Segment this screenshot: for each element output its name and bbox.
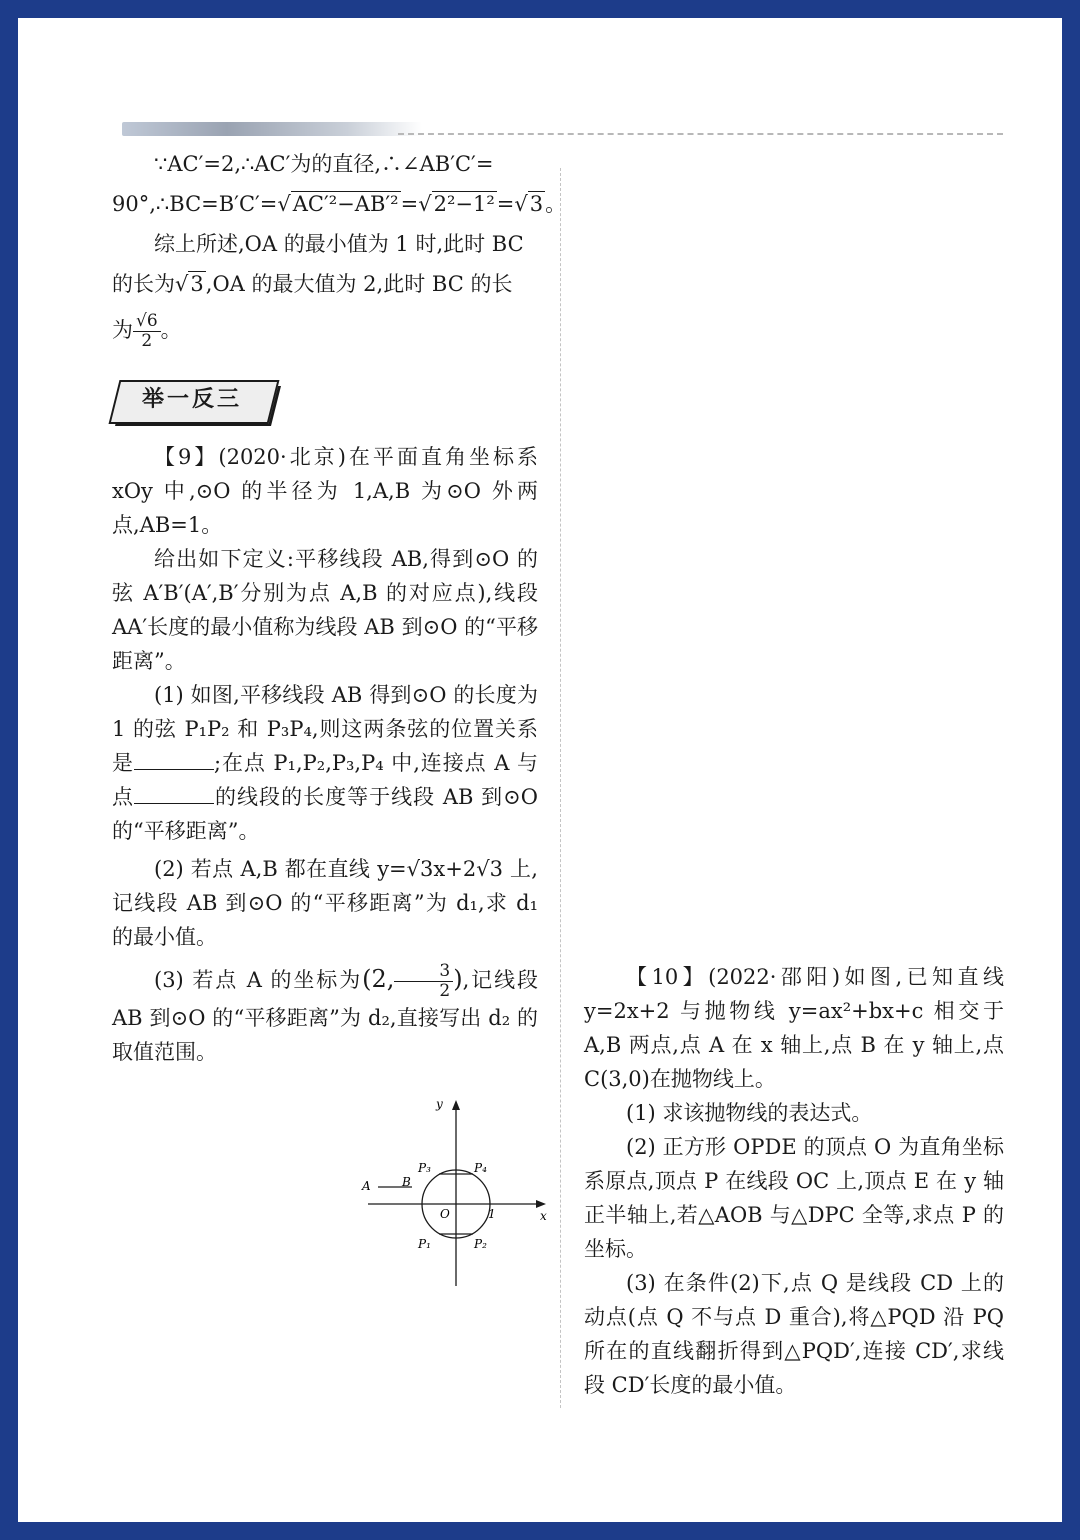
problem-10-question-3: (3) 在条件(2)下,点 Q 是线段 CD 上的动点(点 Q 不与点 D 重合),将△PQD 沿 PQ 所在的直线翻折得到△PQD′,连接 CD′,求线段 CD′长度的最小值。 xyxy=(584,1271,1004,1397)
period: 。 xyxy=(545,192,567,216)
sqrt-expression-2: 2²−1² xyxy=(433,192,495,216)
answer-blank-1 xyxy=(134,751,214,770)
summary-line-2 xyxy=(112,264,542,304)
point-p2-label: P₂ xyxy=(474,1237,487,1251)
summary-line-3-pre: 为 xyxy=(112,318,133,342)
x-axis-label: x xyxy=(540,1209,547,1223)
q3-coord-open: (2, xyxy=(362,965,395,993)
fraction-denominator: 2 xyxy=(141,331,153,351)
problem-9-question-1 xyxy=(112,678,538,848)
point-p3-label: P₃ xyxy=(418,1161,431,1175)
problem-9 xyxy=(112,440,538,1069)
point-p1-label: P₁ xyxy=(418,1237,431,1251)
sqrt-symbol-4: √ xyxy=(175,272,189,296)
solution-line-2-text: 90°,∴BC=B′C′= xyxy=(112,192,278,216)
problem-9-intro: 【9】(2020·北京)在平面直角坐标系 xOy 中,⊙O 的半径为 1,A,B 为⊙O 外两点,AB=1。 xyxy=(112,445,538,537)
sqrt-symbol-2: √ xyxy=(418,192,432,216)
fraction-3-numerator: 3 xyxy=(394,962,453,982)
unit-one-label: 1 xyxy=(488,1207,496,1221)
x-axis-arrow xyxy=(536,1200,546,1208)
sqrt-expression-4: 3 xyxy=(190,272,204,296)
header-band xyxy=(122,122,422,136)
solution-continuation xyxy=(112,144,567,351)
header-dashed-rule xyxy=(398,133,1003,135)
y-axis-arrow xyxy=(452,1100,460,1110)
fraction-3-denominator: 2 xyxy=(439,981,451,1001)
solution-line-1: ∵AC′=2,∴AC′为的直径,∴∠AB′C′= xyxy=(154,152,494,176)
problem-10-intro: 【10】(2022·邵阳)如图,已知直线 y=2x+2 与抛物线 y=ax²+bx+c 相交于 A,B 两点,点 A 在 x 轴上,点 B 在 y 轴上,点 C(3,0)在抛物线上。 xyxy=(584,965,1004,1091)
problem-9-definition: 给出如下定义:平移线段 AB,得到⊙O 的弦 A′B′(A′,B′分别为点 A,B 的对应点),线段 AA′长度的最小值称为线段 AB 到⊙O 的“平移距离”。 xyxy=(112,547,538,673)
problem-10 xyxy=(584,960,1004,1402)
equals-sign-2: = xyxy=(496,192,515,216)
sqrt-expression-3: 3 xyxy=(529,192,544,216)
fraction-sqrt6-over-2 xyxy=(133,312,161,351)
summary-line-3-post: 。 xyxy=(160,318,182,342)
q3-part-b: ,记线段 AB 到⊙O 的“平移距离”为 d₂,直接写出 d₂ 的取值范围。 xyxy=(112,968,538,1064)
sqrt-symbol-3: √ xyxy=(514,192,528,216)
fraction-3-over-2 xyxy=(394,962,453,1001)
column-divider xyxy=(560,168,561,1408)
summary-line-2-pre: 的长为 xyxy=(112,272,175,296)
problem-9-question-3 xyxy=(112,962,538,1069)
summary-line-3 xyxy=(112,310,542,351)
equals-sign-1: = xyxy=(400,192,419,216)
q3-part-a: (3) 若点 A 的坐标为 xyxy=(154,968,363,992)
point-a-label: A xyxy=(362,1179,371,1193)
section-tag-label: 举一反三 xyxy=(141,387,242,412)
problem-10-question-1: (1) 求该抛物线的表达式。 xyxy=(626,1101,873,1125)
summary-line-2-post: ,OA 的最大值为 2,此时 BC 的长 xyxy=(205,272,513,296)
q3-coord-close: ) xyxy=(453,965,463,993)
y-axis-label: y xyxy=(436,1097,443,1111)
answer-blank-2 xyxy=(134,785,214,804)
point-b-label: B xyxy=(402,1175,411,1189)
sqrt-symbol: √ xyxy=(277,192,291,216)
sqrt-expression-1: AC′²−AB′² xyxy=(292,192,399,216)
fraction-numerator: √6 xyxy=(133,312,161,332)
problem-10-question-2: (2) 正方形 OPDE 的顶点 O 为直角坐标系原点,顶点 P 在线段 OC 上,顶点 E 在 y 轴正半轴上,若△AOB 与△DPC 全等,求点 P 的坐标。 xyxy=(584,1135,1004,1261)
q1-part-b: ;在点 P₁,P₂,P₃,P₄ 中,连接点 A 与点 xyxy=(112,751,538,809)
point-p4-label: P₄ xyxy=(474,1161,487,1175)
origin-label: O xyxy=(440,1207,450,1221)
page xyxy=(18,18,1062,1522)
q1-part-c: 的线段的长度等于线段 AB 到⊙O 的“平移距离”。 xyxy=(112,785,538,843)
section-tag xyxy=(114,380,270,420)
summary-line-1: 综上所述,OA 的最小值为 1 时,此时 BC xyxy=(154,232,524,256)
problem-9-question-2: (2) 若点 A,B 都在直线 y=√3x+2√3 上,记线段 AB 到⊙O 的“平移距离”为 d₁,求 d₁ 的最小值。 xyxy=(112,857,538,949)
coordinate-figure xyxy=(338,1096,548,1296)
q1-part-a: (1) 如图,平移线段 AB 得到⊙O 的长度为 1 的弦 P₁P₂ 和 P₃P₄,则这两条弦的位置关系是 xyxy=(112,683,538,775)
solution-line-2 xyxy=(112,184,567,224)
